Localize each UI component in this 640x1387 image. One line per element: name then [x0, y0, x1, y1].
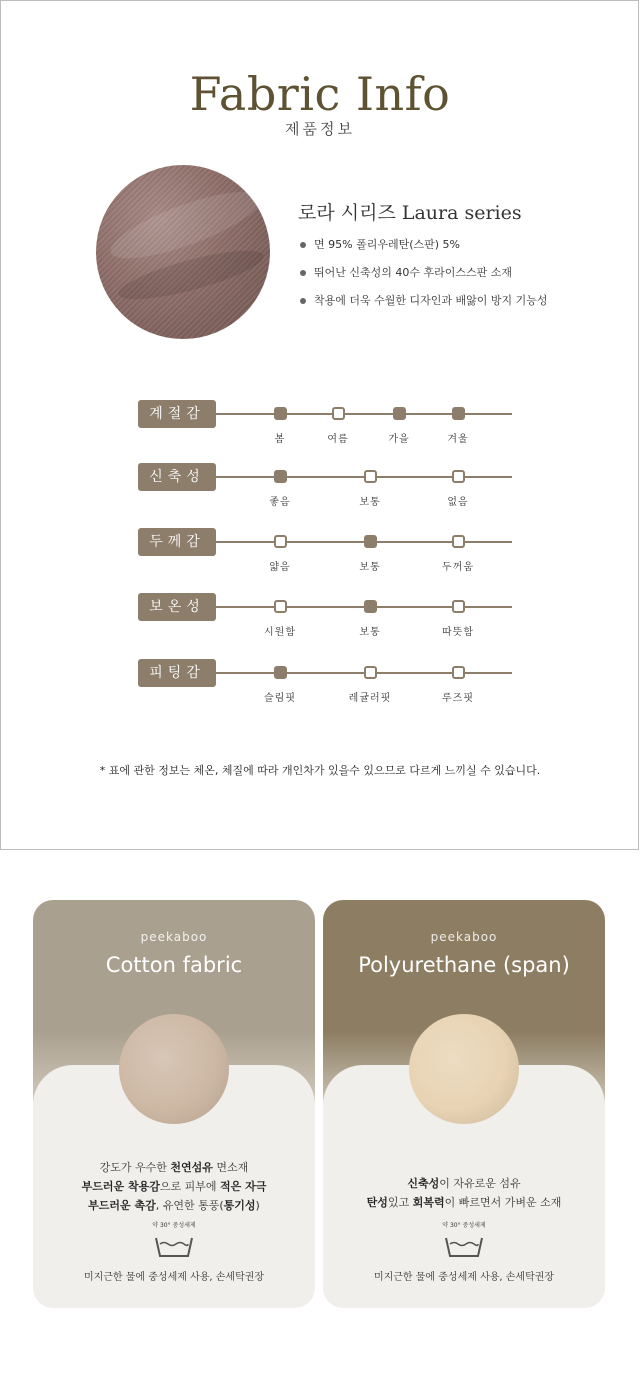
rating-option: 여름	[327, 434, 349, 445]
rating-option: 보통	[359, 562, 381, 573]
rating-dot	[452, 666, 465, 679]
rating-option: 레귤러핏	[348, 693, 392, 704]
desc-text: 이 자유로운 섬유	[439, 1177, 521, 1190]
desc-bold: 적은 자극	[220, 1180, 267, 1193]
card-title: Cotton fabric	[105, 953, 243, 977]
desc-text: 있고	[387, 1196, 413, 1209]
desc-bold: 회복력	[412, 1196, 445, 1209]
rating-dot	[452, 407, 465, 420]
rating-option: 좋음	[269, 497, 291, 508]
rating-option: 겨울	[447, 434, 469, 445]
care-instructions: 미지근한 물에 중성세제 사용, 손세탁권장	[83, 1272, 265, 1283]
card-description	[33, 1158, 315, 1215]
wash-temp-label: 약 30° 중성세제	[152, 1222, 196, 1229]
card-description	[323, 1174, 605, 1212]
rating-option: 시원함	[264, 627, 296, 638]
rating-option: 따뜻함	[442, 627, 474, 638]
rating-label: 계절감	[138, 400, 216, 428]
desc-text: 강도가 우수한	[99, 1161, 171, 1174]
rating-option: 두꺼움	[442, 562, 474, 573]
desc-text: 이 빠르면서 가벼운 소재	[444, 1196, 562, 1209]
card-title: Polyurethane (span)	[358, 953, 570, 977]
rating-option: 보통	[359, 497, 381, 508]
feature-list	[298, 236, 548, 320]
feature-item: 착용에 더욱 수월한 디자인과 배앓이 방지 기능성	[298, 292, 548, 320]
desc-bold: 탄성	[366, 1196, 388, 1209]
feature-item: 뛰어난 신축성의 40수 후라이스스판 소재	[298, 264, 548, 292]
rating-dot	[274, 407, 287, 420]
cotton-fabric-photo	[119, 1014, 229, 1124]
rating-dot	[452, 600, 465, 613]
rating-dot	[274, 470, 287, 483]
rating-option: 슬림핏	[264, 693, 296, 704]
rating-dot	[332, 407, 345, 420]
desc-bold: 천연섬유	[170, 1161, 213, 1174]
rating-dot	[393, 407, 406, 420]
rating-label: 보온성	[138, 593, 216, 621]
rating-row-fit	[138, 659, 518, 709]
page-subtitle: 제품정보	[285, 120, 355, 138]
feature-item: 면 95% 폴리우레탄(스판) 5%	[298, 236, 548, 264]
desc-bold: 부드러운 착용감	[81, 1180, 160, 1193]
desc-text: 으로 피부에	[159, 1180, 220, 1193]
desc-bold: 통기성	[223, 1199, 256, 1212]
rating-option: 없음	[447, 497, 469, 508]
desc-text: , 유연한 통풍(	[155, 1199, 224, 1212]
rating-dot	[452, 535, 465, 548]
rating-dot	[364, 666, 377, 679]
hand-wash-icon	[442, 1224, 486, 1262]
rating-dot	[364, 600, 377, 613]
rating-option: 루즈핏	[442, 693, 474, 704]
desc-text: 면소재	[212, 1161, 249, 1174]
rating-option: 얇음	[269, 562, 291, 573]
rating-label: 피팅감	[138, 659, 216, 687]
rating-option: 가을	[388, 434, 410, 445]
care-instructions: 미지근한 물에 중성세제 사용, 손세탁권장	[373, 1272, 555, 1283]
rating-option: 보통	[359, 627, 381, 638]
rating-dot	[274, 535, 287, 548]
rating-dot	[274, 600, 287, 613]
rating-row-warmth	[138, 593, 518, 643]
page-title: Fabric Info	[189, 67, 451, 121]
wash-temp-label: 약 30° 중성세제	[442, 1222, 486, 1229]
series-title: 로라 시리즈 Laura series	[298, 202, 522, 224]
desc-text: )	[255, 1199, 260, 1212]
hand-wash-icon	[152, 1224, 196, 1262]
disclaimer-note: * 표에 관한 정보는 체온, 체질에 따라 개인차가 있을수 있으므로 다르게 느끼실 수 있습니다.	[99, 764, 541, 777]
span-fabric-photo	[409, 1014, 519, 1124]
rating-row-season	[138, 400, 518, 450]
desc-bold: 부드러운 촉감	[88, 1199, 156, 1212]
rating-dot	[452, 470, 465, 483]
fabric-swatch-image	[96, 165, 270, 339]
rating-label: 신축성	[138, 463, 216, 491]
rating-dot	[274, 666, 287, 679]
rating-dot	[364, 470, 377, 483]
rating-option: 봄	[274, 434, 286, 445]
cotton-fabric-card	[33, 900, 315, 1308]
rating-dot	[364, 535, 377, 548]
rating-label: 두께감	[138, 528, 216, 556]
rating-row-thickness	[138, 528, 518, 578]
polyurethane-fabric-card	[323, 900, 605, 1308]
brand-logo-text: peekaboo	[430, 930, 498, 944]
brand-logo-text: peekaboo	[140, 930, 208, 944]
rating-row-elasticity	[138, 463, 518, 513]
desc-bold: 신축성	[407, 1177, 440, 1190]
rating-line	[216, 413, 512, 415]
